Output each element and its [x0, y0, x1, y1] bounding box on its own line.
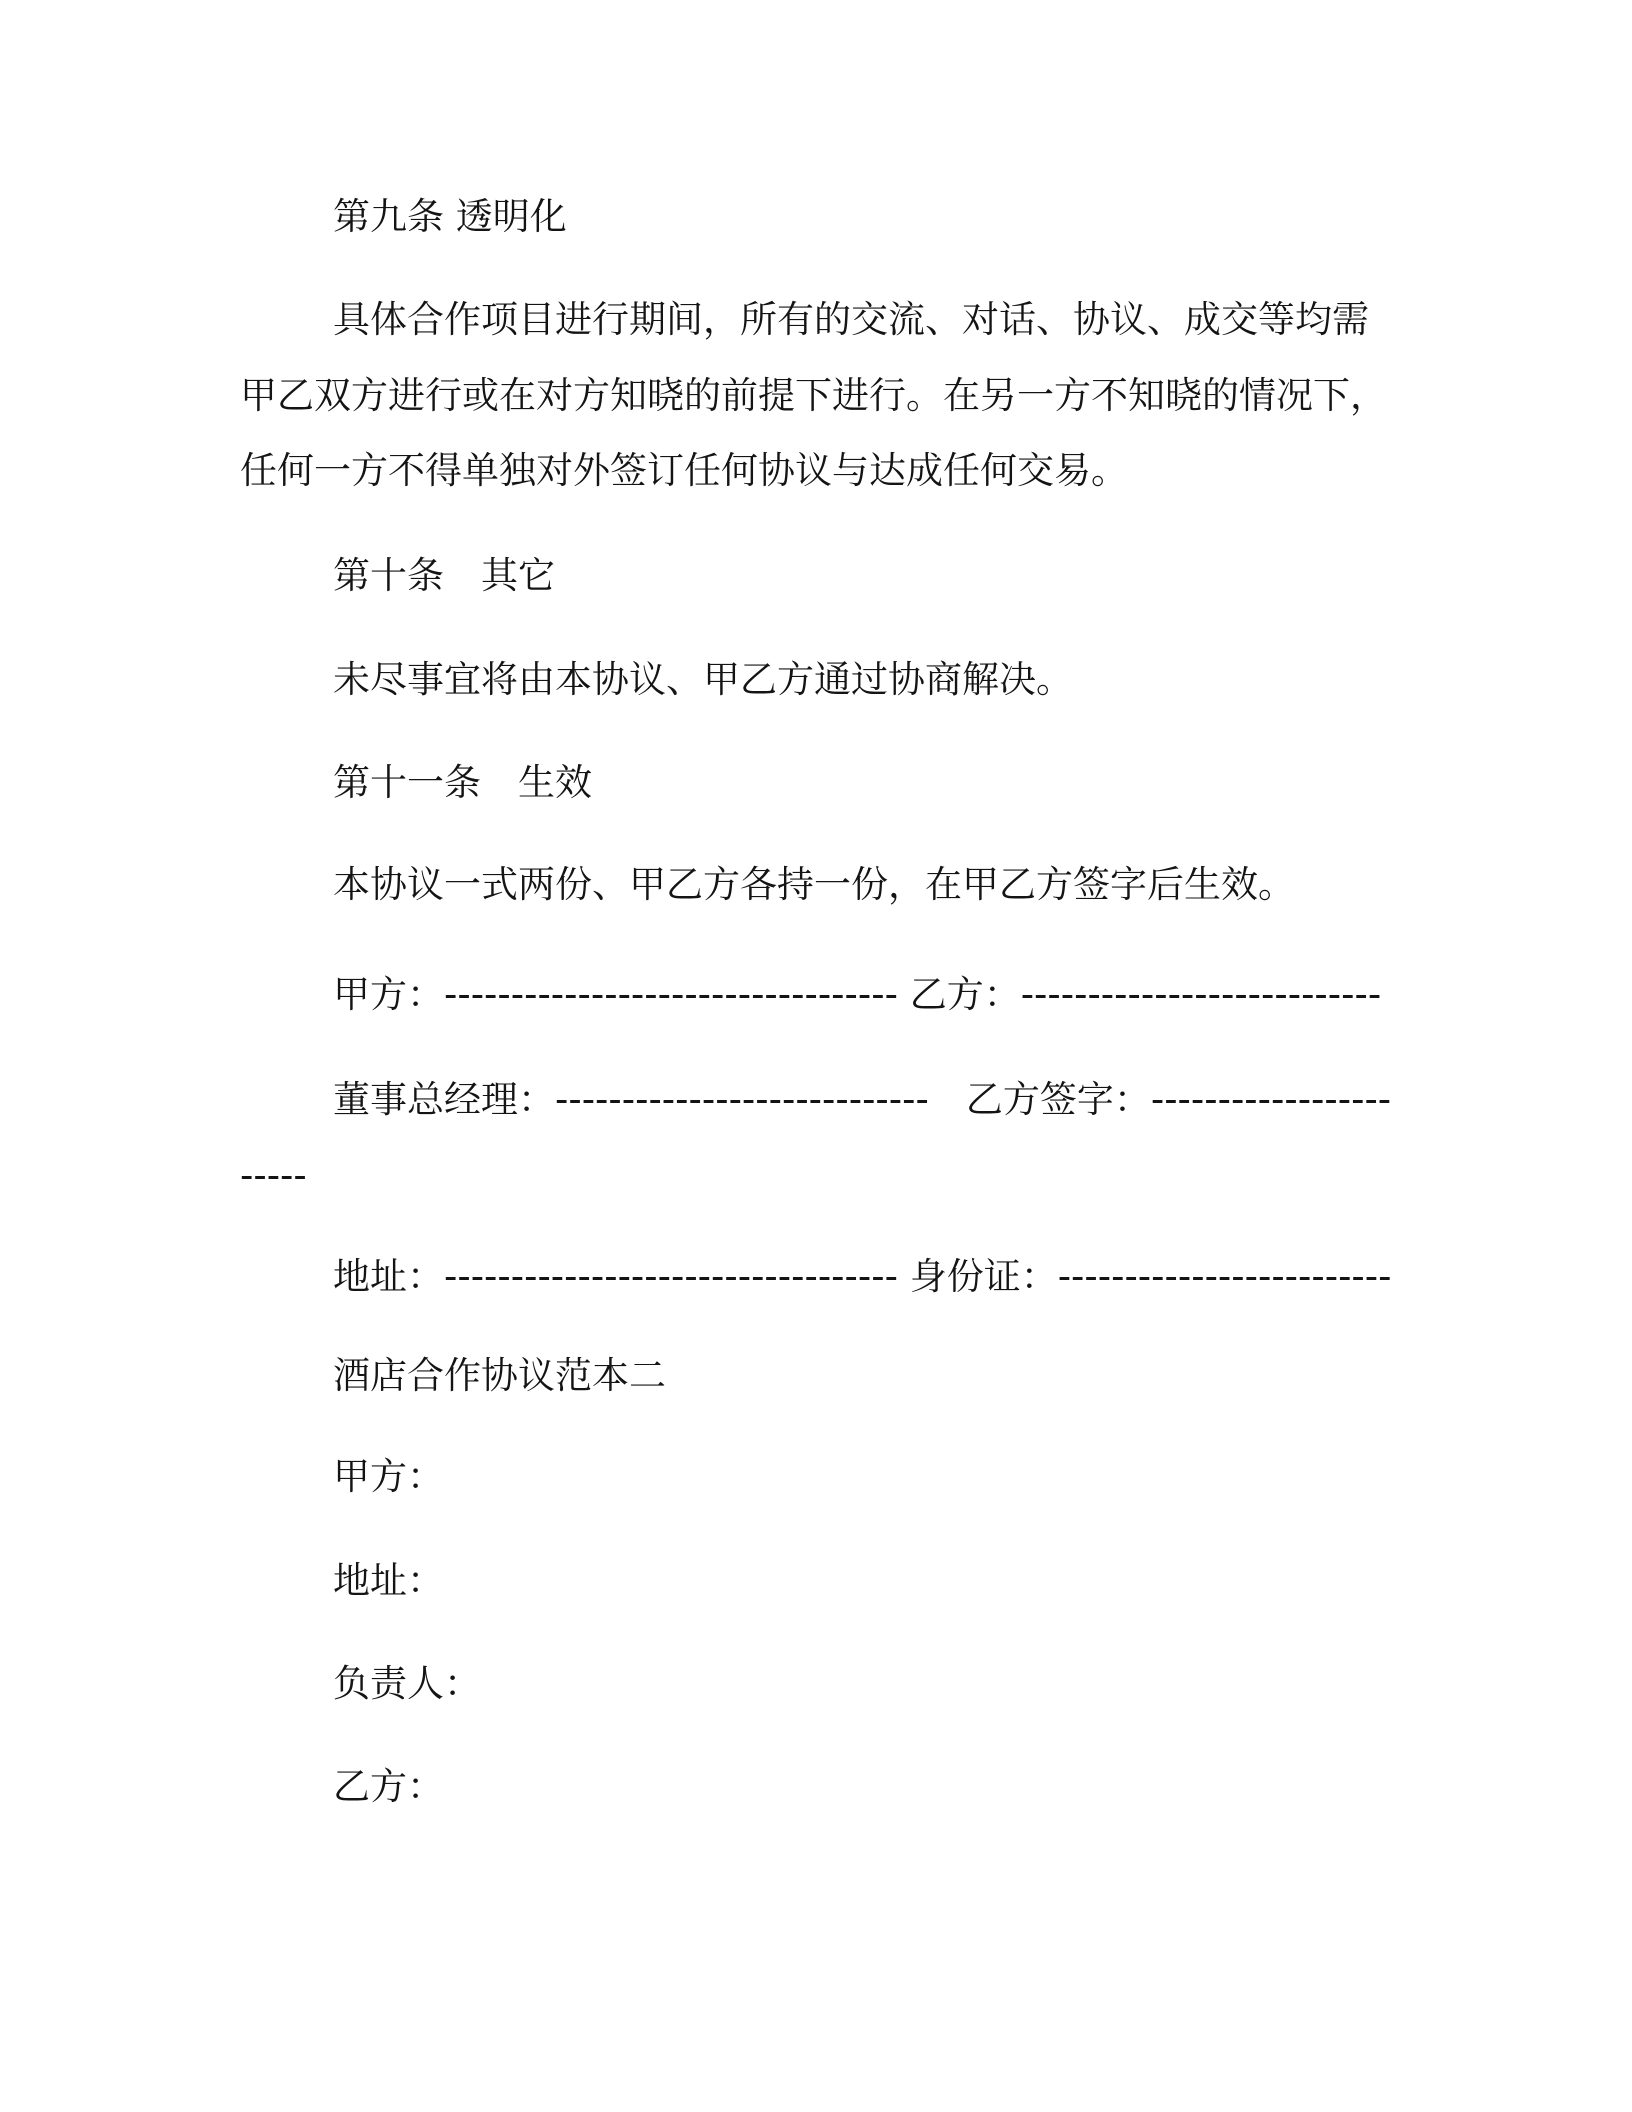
party-a-blank: ----------------------------------: [444, 973, 898, 1016]
template-2-address-field: 地址：: [333, 1559, 444, 1602]
address-label: 地址：: [333, 1255, 444, 1298]
separator: [898, 1255, 910, 1298]
manager-blank: ----------------------------: [555, 1078, 929, 1121]
separator: [929, 1078, 966, 1121]
party-b-label: 乙方：: [909, 973, 1021, 1016]
party-b-blank: ---------------------------: [1020, 973, 1382, 1016]
party-b-sign-blank-wrap: -----: [240, 1154, 307, 1197]
id-card-label: 身份证：: [909, 1255, 1058, 1298]
template-2-responsible-person-field: 负责人：: [333, 1662, 481, 1705]
address-blank: ----------------------------------: [444, 1255, 898, 1298]
signature-row-address: [333, 1252, 1391, 1302]
article-9-heading: 第九条 透明化: [333, 195, 567, 238]
manager-label: 董事总经理：: [333, 1078, 555, 1121]
article-10-heading: 第十条 其它: [333, 554, 555, 597]
template-2-party-b-field: 乙方：: [333, 1765, 444, 1808]
party-b-sign-blank: ------------------: [1150, 1078, 1392, 1121]
template-2-party-a-field: 甲方：: [333, 1455, 444, 1498]
separator: [898, 973, 910, 1016]
article-9-body-line-2: 甲乙双方进行或在对方知晓的前提下进行。在另一方不知晓的情况下，: [240, 374, 1387, 417]
article-9-body-line-1: 具体合作项目进行期间，所有的交流、对话、协议、成交等均需: [333, 298, 1369, 341]
signature-row-parties: [333, 970, 1381, 1020]
party-b-sign-label: 乙方签字：: [965, 1078, 1151, 1121]
id-card-blank: -------------------------: [1057, 1255, 1392, 1298]
party-a-label: 甲方：: [333, 973, 444, 1016]
article-9-body-line-3: 任何一方不得单独对外签订任何协议与达成任何交易。: [240, 449, 1128, 492]
template-2-title: 酒店合作协议范本二: [333, 1354, 666, 1397]
article-10-body: 未尽事宜将由本协议、甲乙方通过协商解决。: [333, 658, 1073, 701]
signature-row-signers: [333, 1075, 1391, 1125]
article-11-body: 本协议一式两份、甲乙方各持一份，在甲乙方签字后生效。: [333, 863, 1295, 906]
article-11-heading: 第十一条 生效: [333, 761, 592, 804]
